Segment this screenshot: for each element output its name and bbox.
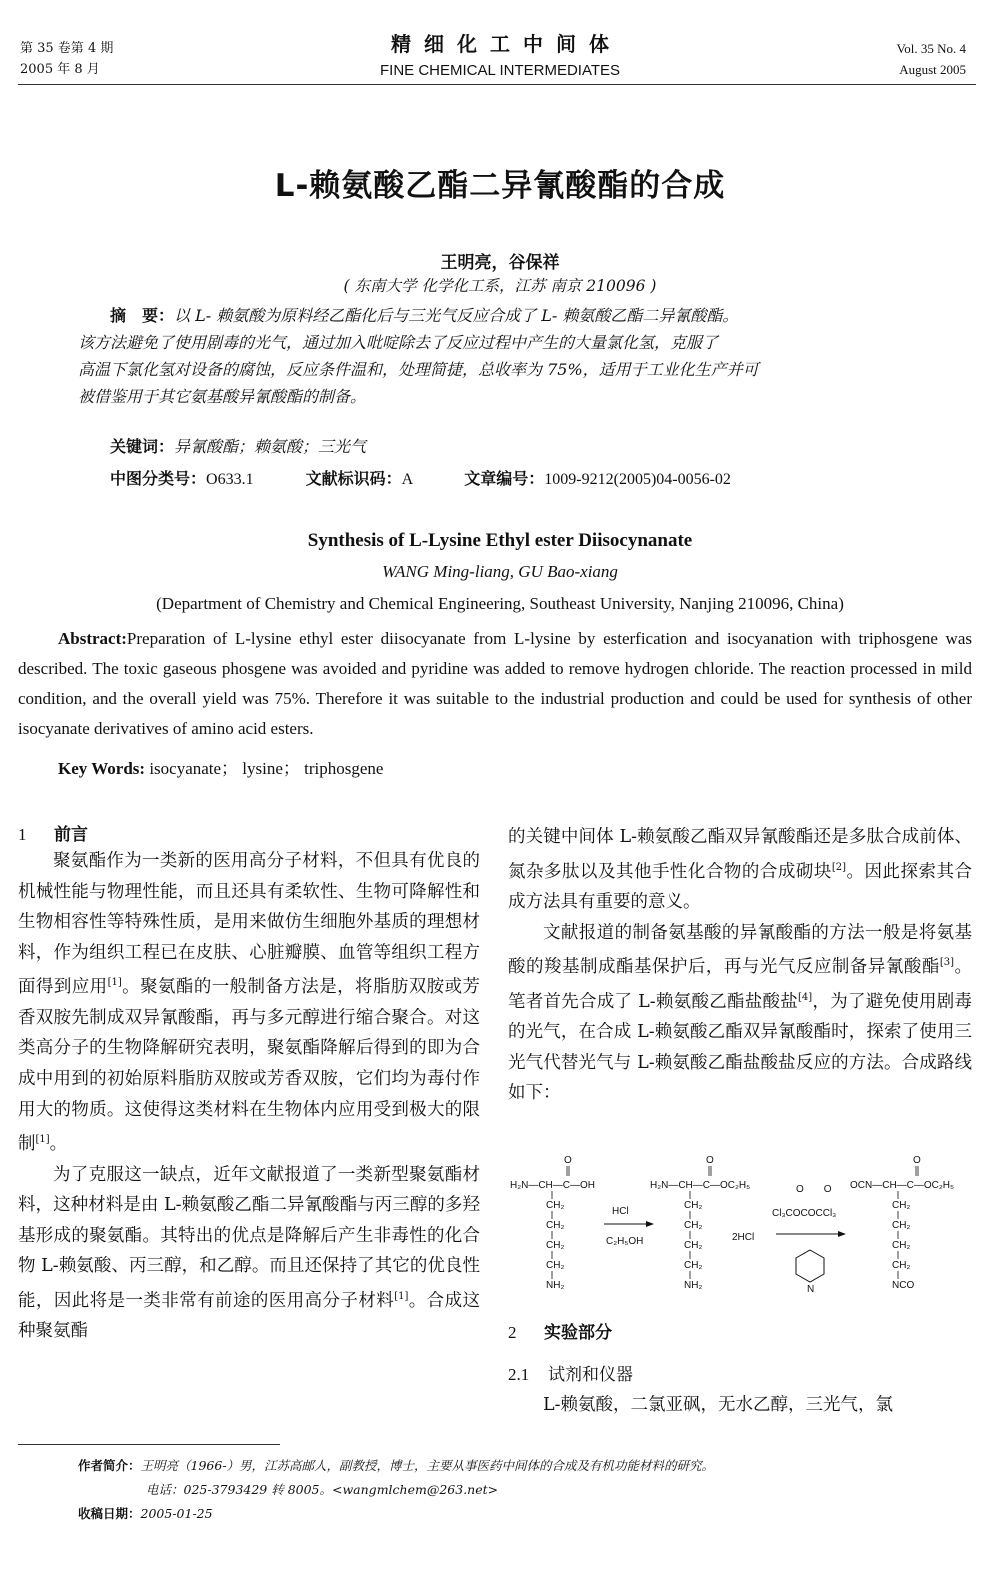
methylene-group: CH₂ (546, 1240, 565, 1251)
abstract-cn-line: 以 L- 赖氨酸为原料经乙酯化后与三光气反应合成了 L- 赖氨酸乙酯二异氰酸酯。 (174, 306, 739, 325)
reagent-ethanol: C₂H₅OH (606, 1236, 644, 1247)
issue-info-en (897, 38, 966, 80)
section-number: 1 (18, 825, 27, 844)
subsection-heading (508, 1360, 633, 1385)
methylene-group: CH₂ (546, 1220, 565, 1231)
abstract-cn-line: 高温下氯化氢对设备的腐蚀，反应条件温和，处理简捷，总收率为 75%，适用于工业化生产并可 (78, 360, 759, 379)
citation: [1] (35, 1134, 50, 1146)
body-paragraph (18, 846, 480, 1160)
english-keywords (58, 754, 383, 779)
amino-group: NH₂ (546, 1280, 565, 1291)
paragraph-text: 为了克服这一缺点，近年文献报道了一类新型聚氨酯材料，这种材料是由 L-赖氨酸乙酯二异氰酸酯与丙三醇的多羟基形成的聚氨酯。其特出的优点是降解后产生非毒性的化合物 L-赖氨酸、丙三醇，和乙醇。而且还保持了其它的优良性能，因此将是一类非常有前途的医用高分子材料 (18, 1164, 480, 1311)
english-abstract (18, 624, 972, 744)
methylene-group: CH₂ (684, 1240, 703, 1251)
received-date-value: 2005-01-25 (140, 1506, 213, 1521)
english-keywords-value: isocyanate； lysine； triphosgene (145, 759, 384, 778)
received-date (78, 1504, 213, 1522)
abstract-cn-line: 被借鉴用于其它氨基酸异氰酸酯的制备。 (78, 387, 367, 406)
carbonyl-oxygen: O (913, 1155, 921, 1166)
methylene-group: CH₂ (892, 1200, 911, 1211)
body-paragraph: L-赖氨酸，二氯亚砜，无水乙醇，三光气，氯 (543, 1395, 894, 1415)
citation: [1] (107, 977, 122, 989)
header-rule (18, 84, 976, 85)
author-bio-text: 王明亮（1966-）男，江苏高邮人，副教授，博士，主要从事医药中间体的合成及有机功能材料的研究。 (140, 1458, 715, 1473)
methylene-group: CH₂ (892, 1240, 911, 1251)
paragraph-text: 。因此探索其合成方法具有重要的意义。 (508, 861, 972, 913)
volume-issue-en: Vol. 35 No. 4 (896, 41, 966, 56)
publication-date-en: August 2005 (899, 62, 966, 77)
clc-label: 中图分类号： (110, 469, 207, 488)
methylene-group: CH₂ (684, 1260, 703, 1271)
section-title: 实验部分 (544, 1323, 612, 1343)
body-paragraph (18, 1160, 480, 1347)
pyridine-ring (796, 1250, 824, 1282)
product-head: OCN—CH—C—OC₂H₅ (850, 1180, 955, 1191)
journal-name-en: FINE CHEMICAL INTERMEDIATES (379, 62, 621, 79)
arrow-head (646, 1221, 654, 1227)
body-paragraph (508, 822, 972, 918)
arrow-head (838, 1231, 846, 1237)
amino-group: NH₂ (684, 1280, 703, 1291)
journal-header (0, 28, 1000, 79)
methylene-group: CH₂ (684, 1220, 703, 1231)
abstract-cn-line: 该方法避免了使用剧毒的光气，通过加入吡啶除去了反应过程中产生的大量氯化氢，克服了 (78, 333, 719, 352)
paragraph-text: 聚氨酯作为一类新的医用高分子材料，不但具有优良的机械性能与物理性能，而且还具有柔软性、生物可降解性和生物相容性等特殊性质，是用来做仿生细胞外基质的理想材料，作为组织工程已在皮肤、心脏瓣膜、血管等组织工程方面得到应用 (18, 851, 480, 998)
english-keywords-label: Key Words: (58, 759, 146, 778)
citation: [2] (831, 861, 847, 873)
paragraph-text: 。 (49, 1134, 68, 1154)
affiliation: ( 东南大学 化学化工系，江苏 南京 210096 ) (343, 277, 657, 295)
methylene-group: CH₂ (546, 1260, 565, 1271)
carbonyl-oxygen: O (706, 1155, 714, 1166)
body-paragraph (508, 918, 972, 1109)
keywords-cn-label: 关键词： (110, 437, 175, 456)
footnote-rule (18, 1444, 280, 1445)
reaction-scheme (508, 1150, 978, 1300)
english-abstract-text: Preparation of L-lysine ethyl ester diisocyanate from L-lysine by esterfication and isocyanation with triphosgene was described. The toxic gaseous phosgene was avoided and pyridine was added to remove hydrogen chloride. The reaction processed in mild condition, and the overall yield was 75%. Therefore it was suitable to the industrial production and could be used for synthesis of other isocyanate derivatives of amino acid esters. (18, 629, 972, 738)
section-number: 2 (508, 1323, 517, 1342)
authors: 王明亮，谷保祥 (440, 253, 560, 273)
section-heading (508, 1318, 612, 1343)
methylene-group: CH₂ (684, 1200, 703, 1211)
contact-info: 电话：025-3793429 转 8005。<wangmlchem@263.net> (146, 1482, 499, 1497)
article-number-value: 1009-9212(2005)04-0056-02 (544, 471, 731, 488)
abstract-cn (78, 302, 918, 410)
citation: [1] (394, 1290, 409, 1302)
subsection-number: 2.1 (508, 1365, 530, 1384)
lysine-head: H₂N—CH—C—OH (510, 1180, 595, 1191)
english-abstract-label: Abstract: (58, 629, 127, 648)
methylene-group: CH₂ (546, 1200, 565, 1211)
paragraph-text: 。聚氨酯的一般制备方法是，将脂肪双胺或芳香双胺先制成双异氰酸酯，再与多元醇进行缩合聚合。对这类高分子的生物降解研究表明，聚氨酯降解后得到的即为合成中用到的初始原料脂肪双胺或芳香双胺，它们均为毒付作用大的物质。这使得这类材料在生物体内应用受到极大的限制 (18, 977, 481, 1154)
section-heading (18, 820, 88, 845)
triphosgene-oxygens: O O (796, 1184, 832, 1195)
isocyanate-group: NCO (892, 1280, 915, 1291)
paragraph-text: 。笔者首先合成了 L-赖氨酸乙酯盐酸盐 (508, 957, 973, 1012)
carbonyl-oxygen: O (564, 1155, 572, 1166)
english-authors: WANG Ming-liang, GU Bao-xiang (382, 562, 618, 581)
paragraph-text: 文献报道的制备氨基酸的异氰酸酯的方法一般是将氨基酸的羧基制成酯基保护后，再与光气反应制备异氰酸酯 (508, 922, 972, 978)
paragraph-text: ，为了避免使用剧毒的光气，在合成 L-赖氨酸乙酯双异氰酸酯时，探索了使用三光气代替光气与 L-赖氨酸乙酯盐酸盐反应的方法。合成路线如下： (508, 991, 972, 1104)
received-date-label: 收稿日期： (78, 1506, 141, 1521)
paper-title: L-赖氨酸乙酯二异氰酸酯的合成 (274, 168, 726, 204)
volume-issue: 第 35 卷第 4 期 (20, 41, 114, 56)
ester-head: H₂N—CH—C—OC₂H₅ (650, 1180, 751, 1191)
journal-name-cn: 精细化工中间体 (391, 32, 622, 56)
section-title: 前言 (54, 825, 88, 845)
reagent-hcl: HCl (612, 1206, 629, 1217)
author-bio-label: 作者简介： (78, 1458, 141, 1473)
doc-code-value: A (401, 471, 413, 488)
subsection-title: 试剂和仪器 (548, 1365, 633, 1385)
paragraph-text: 的关键中间体 L-赖氨酸乙酯双异氰酸酯还是多肽合成前体、氮杂多肽以及其他手性化合物的合成砌块 (508, 827, 972, 882)
article-number-label: 文章编号： (464, 469, 545, 488)
citation: [4] (798, 991, 813, 1003)
right-column (508, 822, 972, 1109)
keywords-cn-value: 异氰酸酯；赖氨酸；三光气 (174, 437, 367, 456)
english-title: Synthesis of L-Lysine Ethyl ester Diisocynanate (307, 530, 693, 551)
keywords-cn (110, 434, 366, 457)
doc-code-label: 文献标识码： (305, 469, 402, 488)
left-column (18, 846, 480, 1347)
abstract-cn-label: 摘 要： (110, 306, 175, 325)
english-affiliation: (Department of Chemistry and Chemical Engineering, Southeast University, Nanjing 210096, China) (156, 594, 844, 613)
methylene-group: CH₂ (892, 1220, 911, 1231)
citation: [3] (939, 957, 955, 969)
byproduct-label: 2HCl (732, 1232, 755, 1243)
publication-date: 2005 年 8 月 (20, 62, 100, 77)
methylene-group: CH₂ (892, 1260, 911, 1271)
pyridine-nitrogen: N (807, 1284, 815, 1295)
clc-value: O633.1 (206, 471, 254, 488)
author-bio (78, 1456, 714, 1474)
paragraph-text: 。合成这种聚氨酯 (18, 1290, 481, 1342)
triphosgene: Cl₃COCOCCl₃ (772, 1208, 837, 1219)
classification (110, 466, 731, 489)
